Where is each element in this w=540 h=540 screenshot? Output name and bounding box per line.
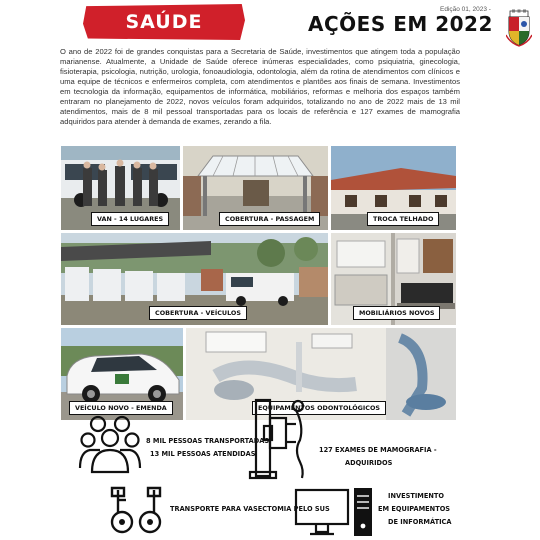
informatica-line-3: DE INFORMÁTICA: [388, 518, 452, 526]
veiculos-label: COBERTURA - VEÍCULOS: [149, 306, 247, 320]
passagem-label: COBERTURA - PASSAGEM: [219, 212, 320, 226]
intro-paragraph: O ano de 2022 foi de grandes conquistas para a Secretaria de Saúde, investimentos que atingem toda a população marianense. Atualmente, a Unidade de Saúde oferece inúmeras especialidades, como psiquiatria, ginecologia, fisioterapia, psicologia, nutrição, urologia, fonoaudiologia, odontologia, além da rotina de atendimentos com clínicos e uma equipe de técnicos e enfermeiros completa, com atendimentos e plantões aos finais de semana. Investimentos em tecnologia da informação, equipamentos de informática, mobiliários, reformas e melhoria dos espaços também entraram no planejamento de 2022, novos veículos foram adquiridos, totalizando no ano de 2022 mais de 13 mil atendimentos, mais de 8 mil pessoal transportadas para os locais de referência e 127 exames de mamografia adquiridos para atender à demanda de exames, zerando a fila.: [60, 47, 460, 126]
edition-label: Edição 01, 2023 -: [440, 6, 491, 13]
veiculo-novo-label: VEÍCULO NOVO - EMENDA: [69, 401, 173, 415]
van-label: VAN - 14 LUGARES: [91, 212, 169, 226]
mamografia-line-1: 127 EXAMES DE MAMOGRAFIA -: [319, 446, 437, 454]
municipal-crest-icon: [506, 9, 532, 47]
mammography-machine-icon: [244, 396, 312, 480]
page-title: AÇÕES EM 2022: [308, 12, 493, 36]
informatica-line-2: EM EQUIPAMENTOS: [378, 505, 451, 513]
pessoas-atendidas: 13 MIL PESSOAS ATENDIDAS: [150, 450, 256, 458]
mamografia-line-2: ADQUIRIDOS: [345, 459, 393, 467]
vasectomy-icon: [108, 484, 164, 536]
odonto-photo: [186, 328, 456, 420]
odonto-label: EQUIPAMENTOS ODONTOLÓGICOS: [252, 401, 386, 415]
mobiliarios-photo: [331, 233, 456, 325]
mobiliarios-label: MOBILIÁRIOS NOVOS: [353, 306, 440, 320]
passagem-photo: [183, 146, 328, 230]
informatica-line-1: INVESTIMENTO: [388, 492, 444, 500]
section-title: SAÚDE: [125, 11, 203, 33]
computer-icon: [294, 486, 376, 538]
group-people-icon: [78, 412, 142, 474]
vasectomia-label: TRANSPORTE PARA VASECTOMIA PELO SUS: [170, 505, 330, 513]
telhado-label: TROCA TELHADO: [367, 212, 439, 226]
veiculos-photo: [61, 233, 328, 325]
pessoas-transportadas: 8 MIL PESSOAS TRANSPORTADAS: [146, 437, 270, 445]
telhado-photo: [331, 146, 456, 230]
van-photo: [61, 146, 180, 230]
veiculo-novo-photo: [61, 328, 183, 420]
